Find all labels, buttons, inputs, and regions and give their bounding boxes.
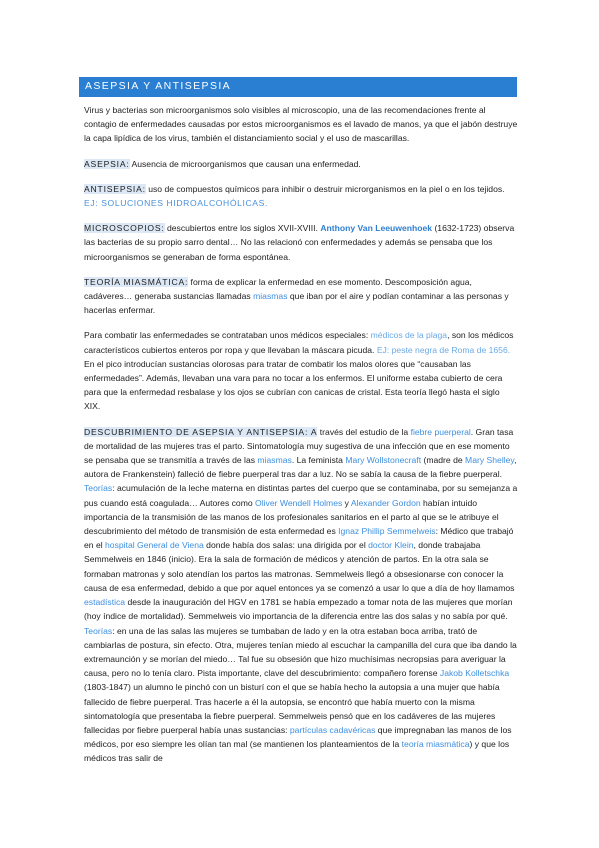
- term-descubrimiento: DESCUBRIMIENTO DE ASEPSIA Y ANTISEPSIA: A: [84, 426, 318, 437]
- example-peste-negra: EJ: peste negra de Roma de 1656.: [376, 344, 511, 355]
- term-microscopios: MICROSCOPIOS:: [84, 223, 165, 234]
- highlight-term: Alexander Gordon: [350, 497, 421, 508]
- highlight-term: Mary Wollstonecraft: [345, 455, 422, 466]
- highlight-medicos-plaga: médicos de la plaga: [370, 330, 448, 341]
- term-antisepsia: ANTISEPSIA:: [84, 183, 146, 194]
- document-body: [84, 103, 518, 777]
- highlight-name: Anthony Van Leeuwenhoek: [320, 223, 433, 234]
- term-asepsia: ASEPSIA:: [84, 158, 130, 169]
- highlight-term: Jakob Kolletschka: [439, 668, 510, 679]
- highlight-term: Teorías: [84, 625, 113, 636]
- example-label: EJ: SOLUCIONES HIDROALCOHÓLICAS.: [84, 198, 268, 209]
- highlight-term: partículas cadavéricas: [289, 724, 376, 735]
- intro-paragraph: Virus y bacterias son microorganismos solo visibles al microscopio, una de las recomendaciones frente al contagio de enfermedades causadas por estos microorganismos es el lavado de manos, ya que el jabón destruye la capa lipídica de los virus, también el distanciamiento social y el uso de mascarillas.: [84, 105, 518, 144]
- term-teoria-miasmatica: TEORÍA MIASMÁTICA:: [84, 276, 189, 287]
- teoria-miasmatica-paragraph: TEORÍA MIASMÁTICA: forma de explicar la enfermedad en ese momento. Descomposición agua, cadáveres… generaba sustancias llamadas miasmas que iban por el aire y podían contaminar a las personas y hacerlas enfermar.: [84, 276, 509, 316]
- highlight-term: miasmas: [257, 455, 292, 466]
- highlight-term: hospital General de Viena: [105, 540, 204, 551]
- descubrimiento-paragraph: DESCUBRIMIENTO DE ASEPSIA Y ANTISEPSIA: A través del estudio de la fiebre puerperal. Gran tasa de mortalidad de las mujeres tras el parto. Sintomatología muy sugestiva de una infección que en ese momento se pensaba que se transmitía a través de las miasmas. La feminista Mary Wollstonecraft (madre de Mary Shelley, autora de Frankenstein) falleció de fiebre puerperal tras dar a luz. No se sabía la causa de la fiebre puerperal. Teorías: acumulación de la leche materna en distintas partes del cuerpo que se contaminaba, por su semejanza a pus cuando está coagulada… Autores como Oliver Wendell Holmes y Alexander Gordon habían intuido importancia de la transmisión de las manos de los profesionales sanitarios en el parto al que se le atribuye el descubrimiento del método de transmisión de esta enfermedad es Ignaz Phillip Semmelweis: Médico que trabajó en el hospital General de Viena donde había dos salas: una dirigida por el doctor Klein, donde trabajaba Semmelweis en 1846 (inicio). Era la sala de formación de médicos y atención de partos. En la otra sala se formaban matronas y solo atendían los partos las matronas. Semmelweis llegó a obsesionarse con conocer la causa de esa enfermedad, debido a que por aquel entonces ya se comenzó a usar lo que a día de hoy llamamos estadística desde la inauguración del HGV en 1781 se había empezado a tomar nota de las mujeres que morían (hoy índice de mortalidad). Semmelweis vio importancia de la diferencia entre las dos salas y no sabía por qué. Teorías: en una de las salas las mujeres se tumbaban de lado y en la otra estaban boca arriba, trató de cambiarlas de postura, sin efecto. Otra, mujeres tenían miedo al escuchar la campanilla del cura que iba dando la extremaunción y se morían del miedo… Tal fue su obsesión que hizo muchísimas necropsias para averiguar la causa, pero no lo tenía claro. Pista importante, clave del descubrimiento: compañero forense Jakob Kolletschka (1803-1847) un alumno le pinchó con un bisturí con el que se había hecho la autopsia a una mujer que había fallecido de fiebre puerperal. Tras hacerle a él la autopsia, se encontró que había muerto con la misma sintomatología que presentaba la fiebre puerperal. Semmelweis pensó que en los cadáveres de las mujeres fallecidas por fiebre puerperal había unas sustancias: partículas cadavéricas que impregnaban las manos de los médicos, por eso siempre les olían tan mal (se mantienen los planteamientos de la teoría miasmática) y que los médicos tras salir de: [84, 426, 518, 764]
- asepsia-definition: ASEPSIA: Ausencia de microorganismos que causan una enfermedad.: [84, 158, 361, 169]
- microscopios-paragraph: MICROSCOPIOS: descubiertos entre los siglos XVII-XVIII. Anthony Van Leeuwenhoek (1632-1723) observa las bacterias de su propio sarro dental… No las relacionó con enfermedades y además se pensaba que los microorganismos se generaban de forma espontánea.: [84, 223, 515, 262]
- highlight-term: estadística: [84, 597, 126, 608]
- section-header-title: ASEPSIA Y ANTISEPSIA: [85, 80, 232, 92]
- highlight-term: Mary Shelley: [465, 455, 515, 466]
- highlight-term: Teorías: [84, 483, 113, 494]
- medicos-plaga-paragraph: Para combatir las enfermedades se contrataban unos médicos especiales: médicos de la plaga, son los médicos característicos cubiertos enteros por ropa y que llevaban la máscara picuda. EJ: peste negra de Roma de 1656. En el pico introducían sustancias olorosas para tratar de combatir los malos olores que “causaban las enfermedades”. Además, llevaban una vara para no tocar a los enfermos. El uniforme estaba cubierto de cera para que la enfermedad resbalase y los ojos se cubrían con canicas de cristal. Esta teoría llegó hasta el siglo XIX.: [84, 330, 514, 412]
- highlight-term: doctor Klein: [368, 540, 414, 551]
- highlight-term: teoría miasmática: [401, 739, 470, 750]
- highlight-term: Ignaz Phillip Semmelweis: [338, 526, 436, 537]
- highlight-term: Oliver Wendell Holmes: [255, 497, 343, 508]
- section-header: [79, 77, 517, 97]
- antisepsia-definition: ANTISEPSIA: uso de compuestos químicos para inhibir o destruir microrganismos en la piel o en los tejidos. EJ: SOLUCIONES HIDROALCOHÓLICAS.: [84, 183, 505, 209]
- highlight-miasmas: miasmas: [253, 291, 288, 302]
- highlight-term: fiebre puerperal: [410, 426, 471, 437]
